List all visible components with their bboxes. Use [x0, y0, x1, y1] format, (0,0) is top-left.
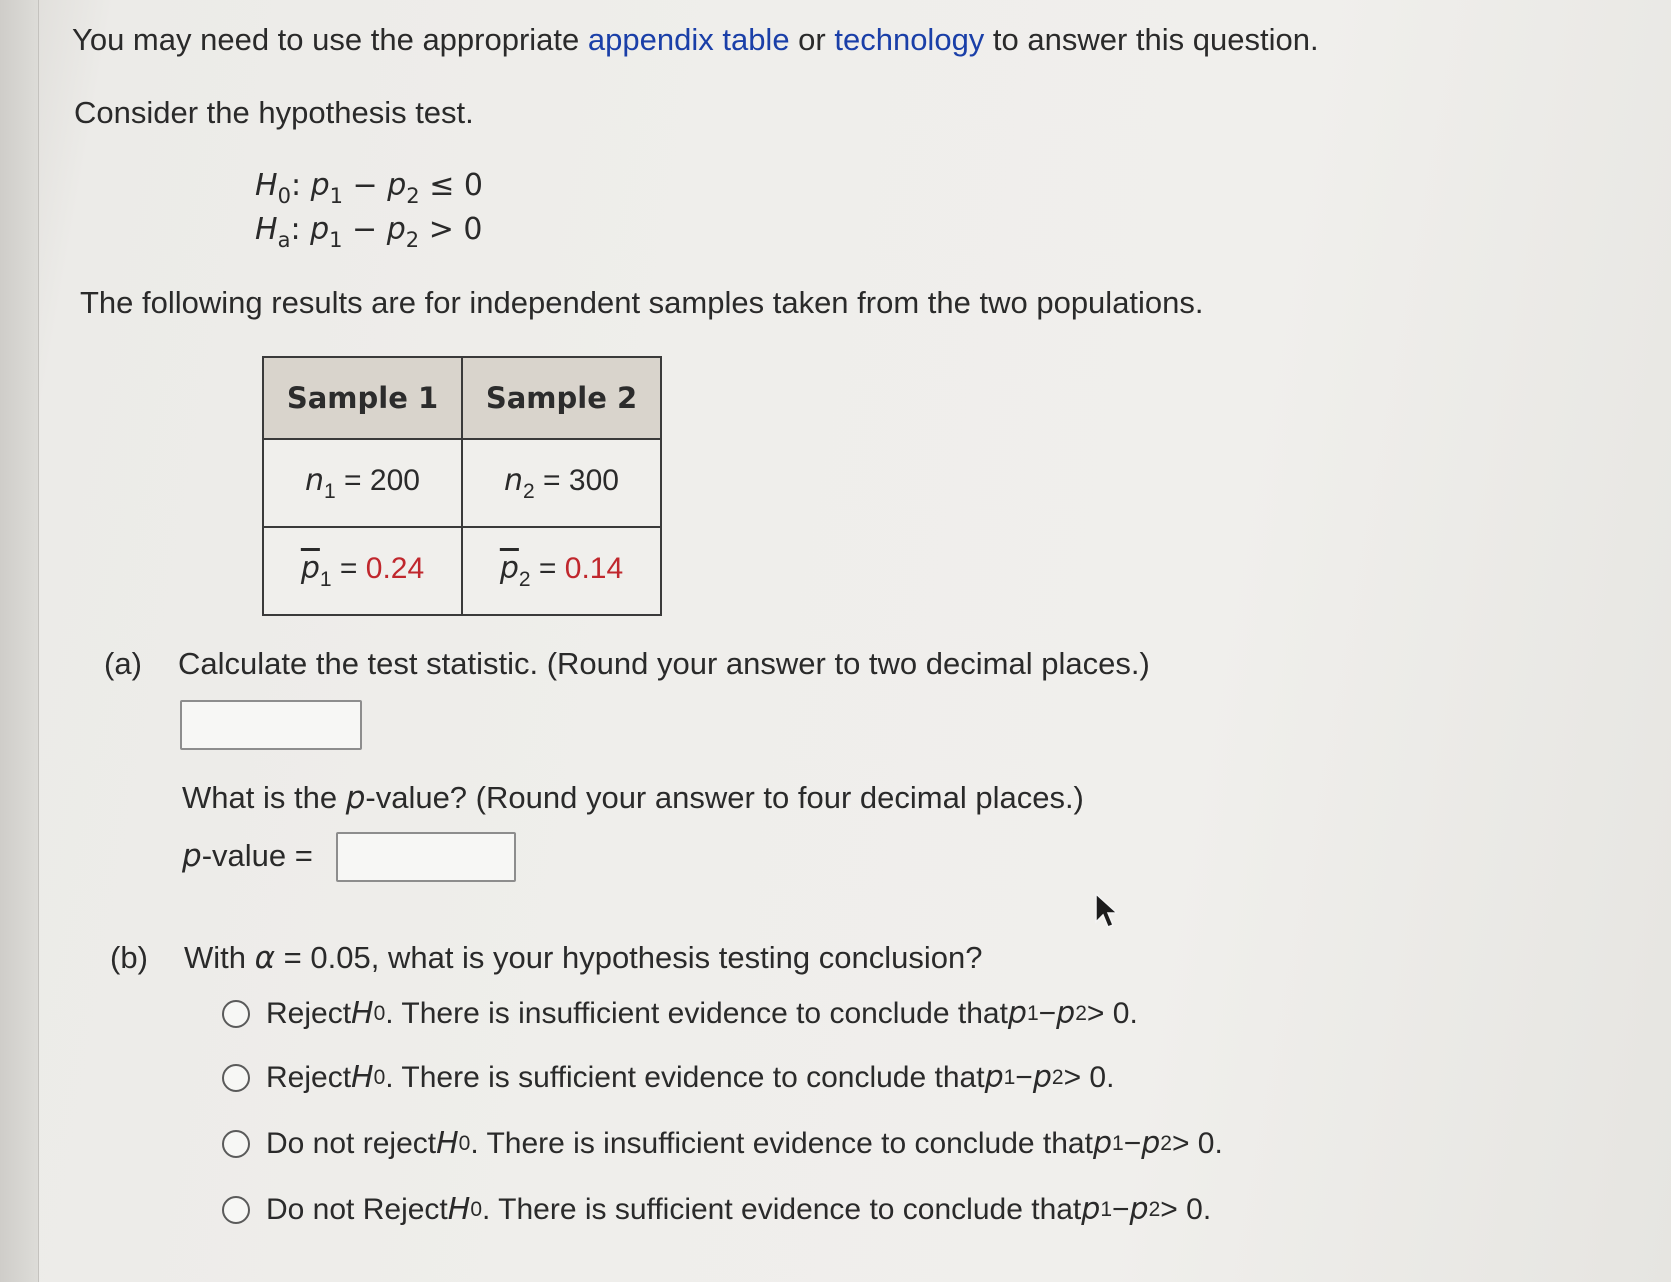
option-4-lead: Do not Reject [266, 1192, 448, 1226]
pvalue-label [182, 838, 313, 874]
test-statistic-input[interactable] [180, 700, 362, 750]
option-1-h-sub: 0 [373, 1001, 386, 1025]
option-4-p2: p [1129, 1192, 1149, 1227]
ha-relation: > 0 [419, 212, 483, 247]
option-3-radio[interactable] [222, 1130, 250, 1158]
intro-suffix-text: to answer this question. [984, 22, 1319, 57]
h0-p1-sub: 1 [329, 184, 344, 208]
ha-p2-sub: 2 [405, 228, 420, 252]
cell-p1 [263, 527, 462, 615]
n2-value: = 300 [534, 463, 619, 497]
ha-p1-sub: 1 [329, 228, 343, 252]
pvalue-input[interactable] [336, 832, 516, 882]
option-3[interactable] [222, 1126, 1223, 1161]
p1-bar-symbol: $\overline{p}$ [300, 550, 320, 586]
ha-symbol: H [255, 212, 278, 247]
mouse-pointer-icon [1094, 892, 1120, 930]
p2-bar-symbol: $\overline{p}$ [499, 550, 519, 586]
option-3-tail: > 0. [1171, 1126, 1223, 1160]
h0-symbol: H [255, 168, 278, 203]
option-2-text: . There is sufficient evidence to conclude that [385, 1060, 985, 1094]
option-2-p1-sub: 1 [1003, 1065, 1016, 1089]
pvalue-question-p: p [345, 780, 366, 816]
h0-minus: − [343, 168, 388, 203]
option-4-minus: − [1112, 1192, 1130, 1226]
option-4-p1-sub: 1 [1100, 1197, 1113, 1221]
option-4-radio[interactable] [222, 1196, 250, 1224]
option-3-h-sub: 0 [458, 1131, 471, 1155]
cell-p2 [462, 527, 661, 615]
header-sample-1: Sample 1 [263, 357, 462, 439]
pvalue-label-rest: -value = [201, 838, 313, 873]
left-panel-edge [0, 0, 39, 1282]
part-b-question-suffix: = 0.05, what is your hypothesis testing conclusion? [275, 940, 983, 975]
n1-symbol: n [305, 462, 325, 498]
p2-equals: = [530, 551, 565, 585]
option-2-p2-sub: 2 [1051, 1065, 1064, 1089]
n1-subscript: 1 [324, 479, 336, 503]
pvalue-label-p: p [182, 838, 202, 874]
ha-p2: p [386, 212, 406, 247]
option-1-radio[interactable] [222, 1000, 250, 1028]
option-2-minus: − [1015, 1060, 1033, 1094]
option-2-tail: > 0. [1063, 1060, 1115, 1094]
n2-subscript: 2 [523, 479, 535, 503]
p1-value: 0.24 [365, 551, 425, 585]
option-1-h: H [351, 996, 374, 1031]
option-1-p1-sub: 1 [1026, 1001, 1039, 1025]
option-1-p1: p [1007, 996, 1027, 1031]
option-2[interactable] [222, 1060, 1114, 1095]
option-4-h-sub: 0 [470, 1197, 483, 1221]
p1-subscript: 1 [319, 567, 332, 591]
appendix-table-link[interactable]: appendix table [587, 22, 790, 57]
option-4-p1: p [1081, 1192, 1101, 1227]
pvalue-question [182, 780, 1084, 816]
option-1-p2-sub: 2 [1075, 1001, 1087, 1025]
option-2-p2: p [1032, 1060, 1052, 1095]
option-1-tail: > 0. [1086, 996, 1138, 1030]
part-a-question: Calculate the test statistic. (Round your answer to two decimal places.) [178, 646, 1150, 681]
option-3-p2: p [1141, 1126, 1161, 1161]
option-1-lead: Reject [266, 996, 352, 1030]
n1-value: = 200 [335, 463, 420, 497]
pvalue-question-suffix: -value? (Round your answer to four decimal places.) [365, 780, 1084, 815]
option-1[interactable] [222, 996, 1138, 1031]
cell-n1 [263, 439, 462, 527]
option-1-p2: p [1056, 996, 1076, 1031]
option-2-h: H [351, 1060, 374, 1095]
option-4-tail: > 0. [1160, 1192, 1212, 1226]
technology-link[interactable]: technology [834, 22, 985, 57]
part-a-label: (a) [104, 646, 142, 681]
table-row [263, 527, 661, 615]
option-2-lead: Reject [266, 1060, 352, 1094]
option-2-h-sub: 0 [373, 1065, 386, 1089]
null-hypothesis [255, 168, 483, 208]
h0-p2-sub: 2 [406, 184, 420, 208]
h0-colon: : [290, 168, 302, 203]
option-3-h: H [436, 1126, 459, 1161]
option-3-minus: − [1123, 1126, 1142, 1160]
option-2-p1: p [984, 1060, 1004, 1095]
option-3-p1: p [1092, 1126, 1112, 1161]
ha-p1: p [310, 212, 330, 247]
part-b-question-prefix: With [184, 940, 255, 975]
option-3-p1-sub: 1 [1112, 1131, 1124, 1155]
h0-p1: p [310, 168, 330, 203]
intro-or-text: or [789, 22, 835, 57]
option-3-p2-sub: 2 [1160, 1131, 1172, 1155]
alpha-symbol: α [254, 940, 276, 976]
option-4-text: . There is sufficient evidence to conclude that [482, 1192, 1082, 1226]
p2-subscript: 2 [518, 567, 531, 591]
h0-p2: p [387, 168, 407, 203]
option-4-h: H [447, 1192, 471, 1227]
table-header-row [263, 357, 661, 439]
pvalue-question-prefix: What is the [182, 780, 346, 815]
results-text: The following results are for independent samples taken from the two populations. [80, 285, 1204, 320]
consider-text: Consider the hypothesis test. [74, 95, 474, 130]
p1-equals: = [331, 551, 366, 585]
option-4-p2-sub: 2 [1148, 1197, 1161, 1221]
p2-value: 0.14 [564, 551, 624, 585]
table-row [263, 439, 661, 527]
option-2-radio[interactable] [222, 1064, 250, 1092]
h0-subscript: 0 [277, 184, 291, 208]
sample-results-table [262, 356, 662, 616]
n2-symbol: n [504, 462, 524, 498]
part-b-label: (b) [110, 940, 148, 975]
cell-n2 [462, 439, 661, 527]
ha-minus: − [342, 212, 387, 247]
option-1-minus: − [1038, 996, 1057, 1030]
part-b-question [184, 940, 982, 976]
header-sample-2: Sample 2 [462, 357, 661, 439]
intro-line [72, 22, 1319, 58]
option-3-text: . There is insufficient evidence to conclude that [470, 1126, 1093, 1160]
option-3-lead: Do not reject [266, 1126, 437, 1160]
option-1-text: . There is insufficient evidence to conclude that [385, 996, 1008, 1030]
intro-text: You may need to use the appropriate [72, 22, 588, 57]
h0-relation: ≤ 0 [419, 168, 483, 203]
alternative-hypothesis [255, 212, 482, 252]
ha-subscript: a [277, 228, 291, 252]
ha-colon: : [290, 212, 301, 247]
option-4[interactable] [222, 1192, 1211, 1227]
